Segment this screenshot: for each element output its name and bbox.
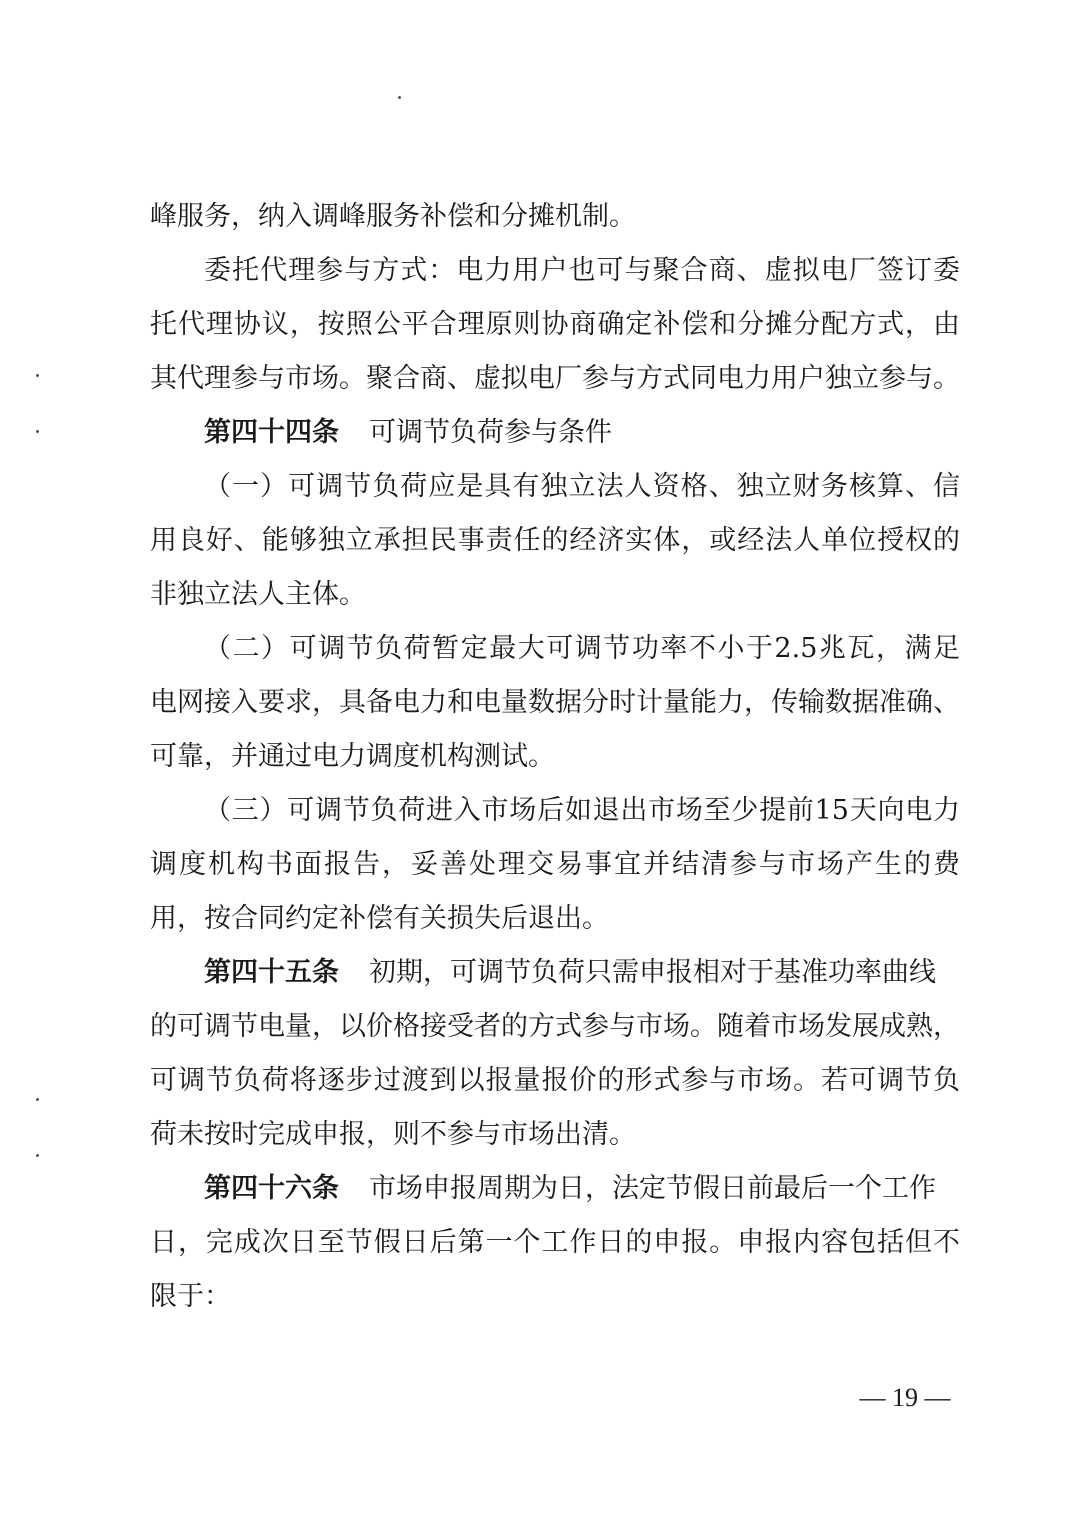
paragraph-line: 非独立法人主体。 [150, 579, 366, 610]
scan-mark [36, 430, 39, 433]
paragraph-line: （二）可调节负荷暂定最大可调节功率不小于2.5兆瓦，满足 [204, 633, 960, 664]
paragraph-line: 峰服务，纳入调峰服务补偿和分摊机制。 [150, 201, 636, 232]
paragraph-line: 可靠，并通过电力调度机构测试。 [150, 741, 555, 772]
paragraph-line: 托代理协议，按照公平合理原则协商确定补偿和分摊分配方式，由 [150, 309, 960, 340]
paragraph-line: 用良好、能够独立承担民事责任的经济实体，或经法人单位授权的 [150, 525, 960, 556]
paragraph-line: 日，完成次日至节假日后第一个工作日的申报。申报内容包括但不 [150, 1227, 960, 1258]
article-46-text: 市场申报周期为日，法定节假日前最后一个工作 [369, 1173, 936, 1204]
article-44-line [150, 406, 960, 460]
scan-mark [36, 1154, 39, 1157]
scan-mark [398, 96, 401, 99]
body-text [150, 190, 960, 1324]
paragraph-line: 限于： [150, 1281, 231, 1312]
paragraph-line: 电网接入要求，具备电力和电量数据分时计量能力，传输数据准确、 [150, 687, 960, 718]
paragraph-line: 调度机构书面报告，妥善处理交易事宜并结清参与市场产生的费 [150, 849, 960, 880]
paragraph-line: （一）可调节负荷应是具有独立法人资格、独立财务核算、信 [204, 471, 960, 502]
article-45-line [150, 946, 960, 1000]
article-44-text: 可调节负荷参与条件 [369, 417, 612, 448]
paragraph-line: 的可调节电量，以价格接受者的方式参与市场。随着市场发展成熟， [150, 1011, 960, 1042]
paragraph-line: 委托代理参与方式：电力用户也可与聚合商、虚拟电厂签订委 [204, 255, 960, 286]
scan-mark [36, 1098, 39, 1101]
page-number: — 19 — [859, 1383, 951, 1412]
article-46-line [150, 1162, 960, 1216]
scan-mark [36, 374, 39, 377]
article-45-heading: 第四十五条 [204, 957, 339, 988]
article-44-heading: 第四十四条 [204, 417, 339, 448]
paragraph-line: 用，按合同约定补偿有关损失后退出。 [150, 903, 609, 934]
article-45-text: 初期，可调节负荷只需申报相对于基准功率曲线 [369, 957, 936, 988]
article-46-heading: 第四十六条 [204, 1173, 339, 1204]
paragraph-line: 其代理参与市场。聚合商、虚拟电厂参与方式同电力用户独立参与。 [150, 363, 960, 394]
paragraph-line: 荷未按时完成申报，则不参与市场出清。 [150, 1119, 636, 1150]
paragraph-line: 可调节负荷将逐步过渡到以报量报价的形式参与市场。若可调节负 [150, 1065, 960, 1096]
paragraph-line: （三）可调节负荷进入市场后如退出市场至少提前15天向电力 [204, 795, 960, 826]
